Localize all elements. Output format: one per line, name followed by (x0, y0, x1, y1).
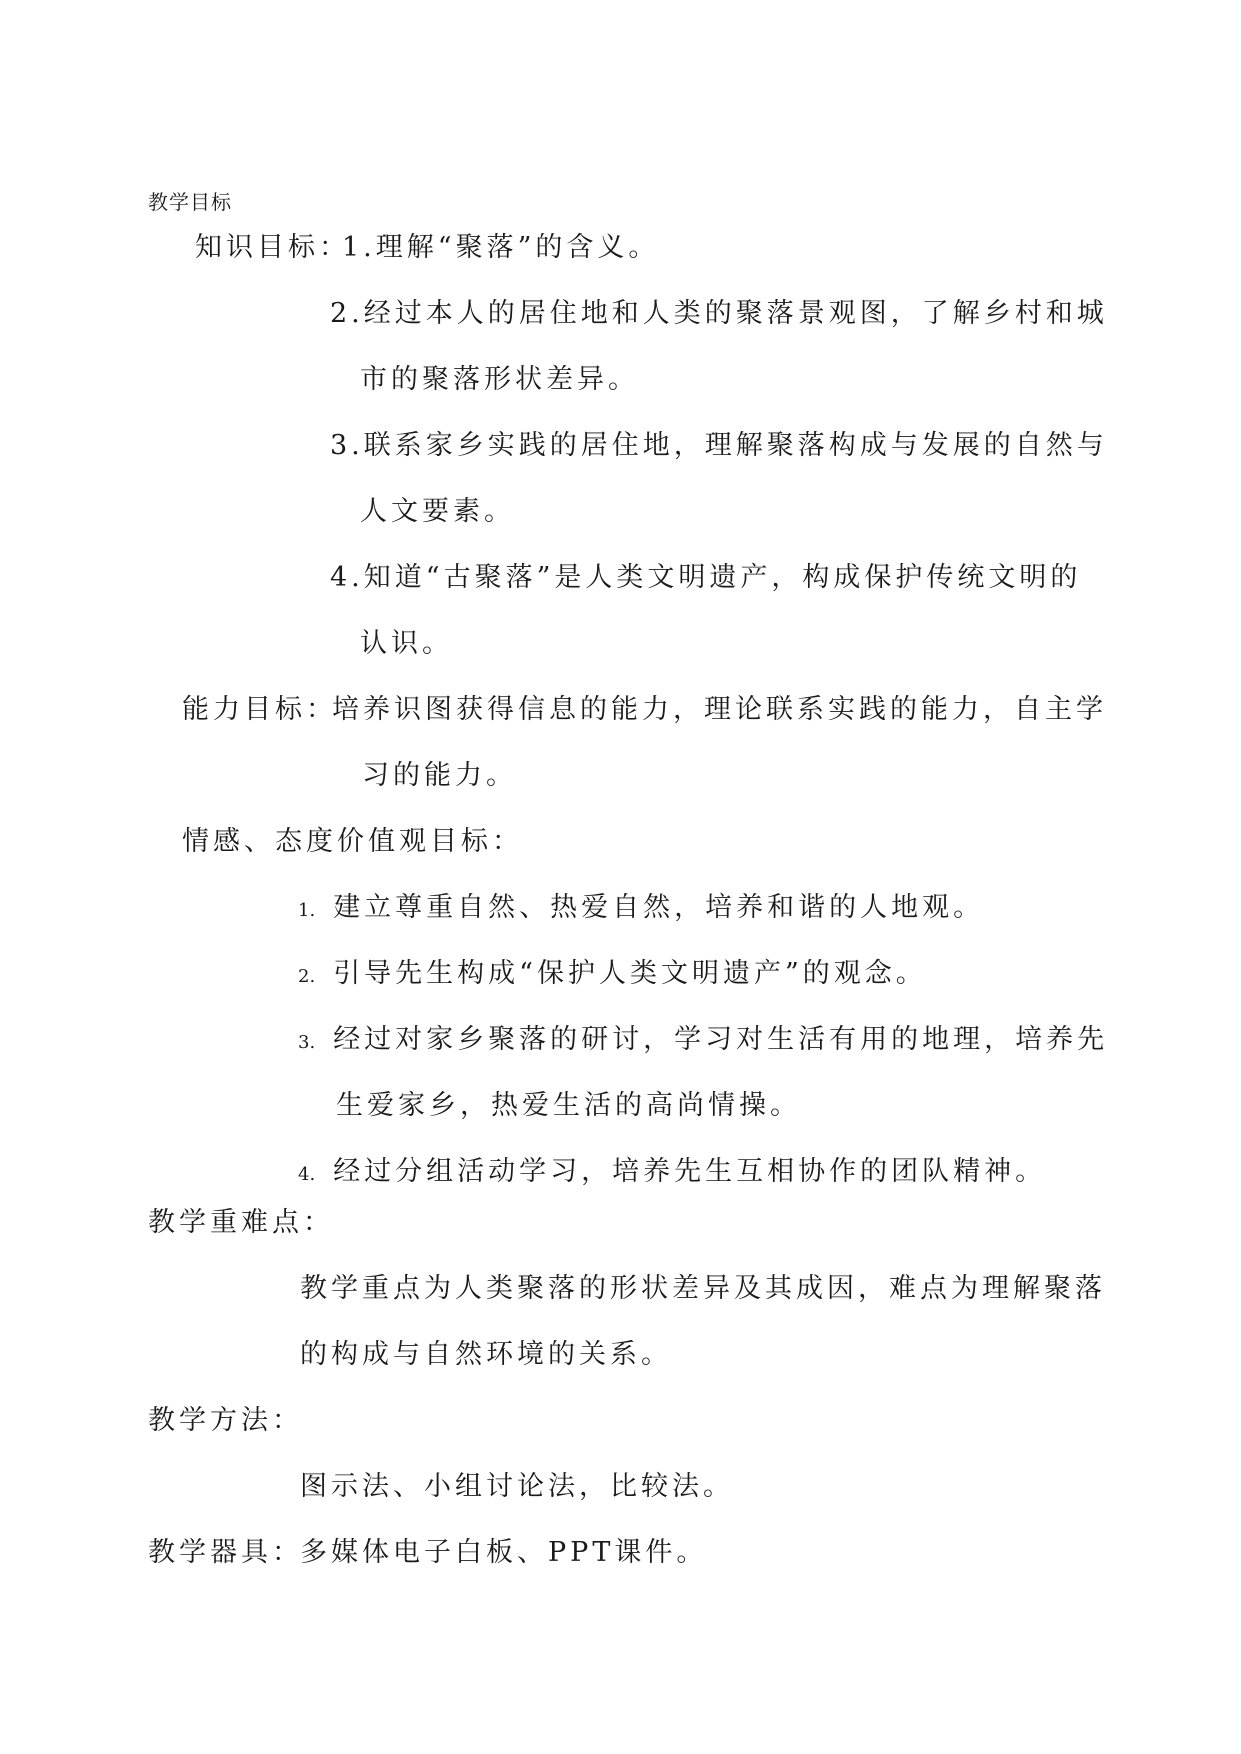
knowledge-item-1: 1.理解“聚落”的含义。 (342, 232, 660, 263)
knowledge-item-4-cont: 认识。 (360, 628, 453, 659)
emotion-goal-label: 情感、态度价值观目标： (182, 826, 523, 857)
knowledge-item-2-cont: 市的聚落形状差异。 (360, 364, 639, 395)
difficulty-line-1: 教学重点为人类聚落的形状差异及其成因，难点为理解聚落 (300, 1273, 1106, 1304)
emotion-item (298, 1154, 1046, 1193)
method-text: 图示法、小组讨论法，比较法。 (300, 1471, 734, 1502)
equipment-text: 多媒体电子白板、PPT课件。 (300, 1537, 708, 1568)
emotion-item-text: 经过分组活动学习，培养先生互相协作的团队精神。 (333, 1156, 1047, 1187)
emotion-item (298, 1022, 1108, 1061)
knowledge-item-4: 4.知道“古聚落”是人类文明遗产，构成保护传统文明的 (330, 562, 1082, 593)
emotion-item (298, 890, 984, 929)
knowledge-item-3-cont: 人文要素。 (360, 496, 515, 527)
ability-goal-line-2: 习的能力。 (362, 760, 517, 791)
emotion-item-text: 经过对家乡聚落的研讨，学习对生活有用的地理，培养先 (333, 1024, 1109, 1055)
emotion-item-cont (336, 1088, 801, 1124)
doc-title: 教学目标 (148, 190, 232, 214)
knowledge-goal-label: 知识目标： (195, 232, 350, 263)
difficulty-line-2: 的构成与自然环境的关系。 (300, 1339, 672, 1370)
knowledge-item-2: 2.经过本人的居住地和人类的聚落景观图，了解乡村和城 (330, 298, 1108, 329)
emotion-item-text: 建立尊重自然、热爱自然，培养和谐的人地观。 (333, 892, 985, 923)
emotion-item-number: 1. (298, 900, 316, 921)
emotion-item-text: 生爱家乡，热爱生活的高尚情操。 (336, 1090, 801, 1121)
emotion-item (298, 956, 927, 995)
emotion-item-number: 2. (298, 966, 316, 987)
knowledge-item-3: 3.联系家乡实践的居住地，理解聚落构成与发展的自然与 (330, 430, 1108, 461)
method-label: 教学方法： (148, 1405, 303, 1436)
ability-goal-line-1: 培养识图获得信息的能力，理论联系实践的能力，自主学 (332, 694, 1107, 725)
equipment-label: 教学器具： (148, 1537, 303, 1568)
ability-goal-label: 能力目标： (182, 694, 337, 725)
emotion-item-number: 3. (298, 1032, 316, 1053)
emotion-item-text: 引导先生构成“保护人类文明遗产”的观念。 (333, 958, 927, 989)
emotion-item-number: 4. (298, 1164, 316, 1185)
difficulty-label: 教学重难点： (148, 1207, 334, 1238)
